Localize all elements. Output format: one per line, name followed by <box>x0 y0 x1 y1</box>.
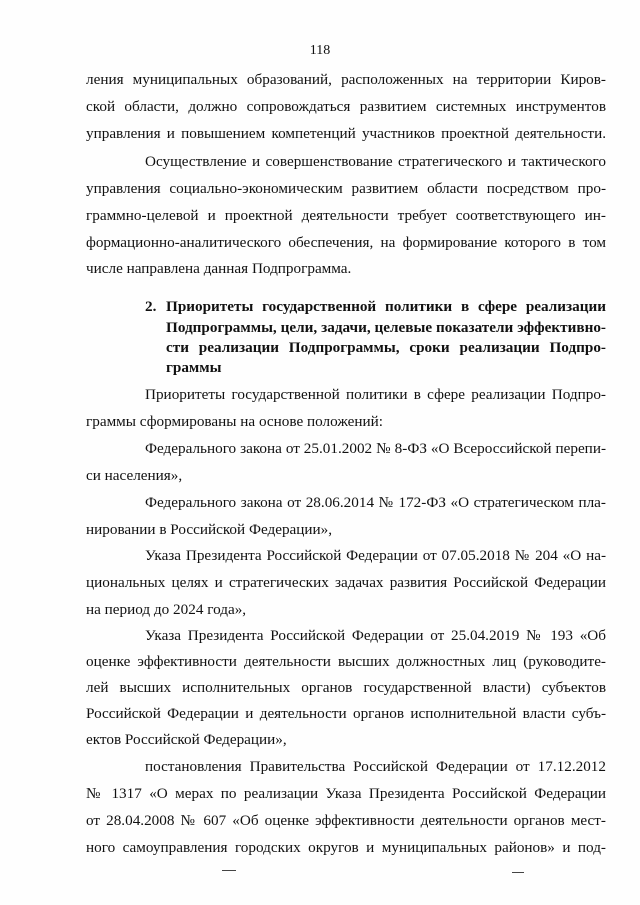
text-line: от 28.04.2008 № 607 «Об оценке эффективности деятельности органов мест- <box>86 812 606 829</box>
text-line: на период до 2024 года», <box>86 601 247 618</box>
text-line: граммно-целевой и проектной деятельности требует соответствующего ин- <box>86 207 606 224</box>
section-heading-line: граммы <box>166 359 222 376</box>
text-line: нировании в Российской Федерации», <box>86 521 333 538</box>
text-line: ления муниципальных образований, расположенных на территории Киров- <box>86 71 606 88</box>
text-line: оценке эффективности деятельности высших должностных лиц (руководите- <box>86 653 606 670</box>
text-line: Приоритеты государственной политики в сфере реализации Подпро- <box>145 386 606 403</box>
text-line: управления социально-экономическим развитием области посредством про- <box>86 180 606 197</box>
text-line: формационно-аналитического обеспечения, на формирование которого в том <box>86 234 606 251</box>
text-line: управления и повышением компетенций участников проектной деятельности. <box>86 125 606 142</box>
text-line: граммы сформированы на основе положений: <box>86 413 383 430</box>
section-number: 2. <box>145 298 157 315</box>
text-line: ской области, должно сопровождаться развитием системных инструментов <box>86 98 606 115</box>
text-line: ного самоуправления городских округов и муниципальных районов» и под- <box>86 839 606 856</box>
scan-mark <box>512 872 524 873</box>
text-line: лей высших исполнительных органов государственной власти) субъектов <box>86 679 606 696</box>
scan-mark <box>222 870 236 871</box>
text-line: Российской Федерации и деятельности органов исполнительной власти субъ- <box>86 705 606 722</box>
section-heading-line: Приоритеты государственной политики в сфере реализации <box>166 298 606 315</box>
section-heading-line: Подпрограммы, цели, задачи, целевые показатели эффективно- <box>166 319 606 336</box>
text-line: Осуществление и совершенствование стратегического и тактического <box>145 153 606 170</box>
text-line: Федерального закона от 28.06.2014 № 172-ФЗ «О стратегическом пла- <box>145 494 606 511</box>
text-line: Указа Президента Российской Федерации от 25.04.2019 № 193 «Об <box>145 627 606 644</box>
text-line: постановления Правительства Российской Федерации от 17.12.2012 <box>145 758 606 775</box>
text-line: числе направлена данная Подпрограмма. <box>86 260 352 277</box>
section-heading-line: сти реализации Подпрограммы, сроки реализации Подпро- <box>166 339 606 356</box>
page-number: 118 <box>309 43 331 58</box>
text-line: си населения», <box>86 467 183 484</box>
text-line: ектов Российской Федерации», <box>86 731 287 748</box>
text-line: № 1317 «О мерах по реализации Указа Президента Российской Федерации <box>86 785 606 802</box>
text-line: Федерального закона от 25.01.2002 № 8-ФЗ «О Всероссийской перепи- <box>145 440 606 457</box>
text-line: циональных целях и стратегических задачах развития Российской Федерации <box>86 574 606 591</box>
text-line: Указа Президента Российской Федерации от 07.05.2018 № 204 «О на- <box>145 547 606 564</box>
